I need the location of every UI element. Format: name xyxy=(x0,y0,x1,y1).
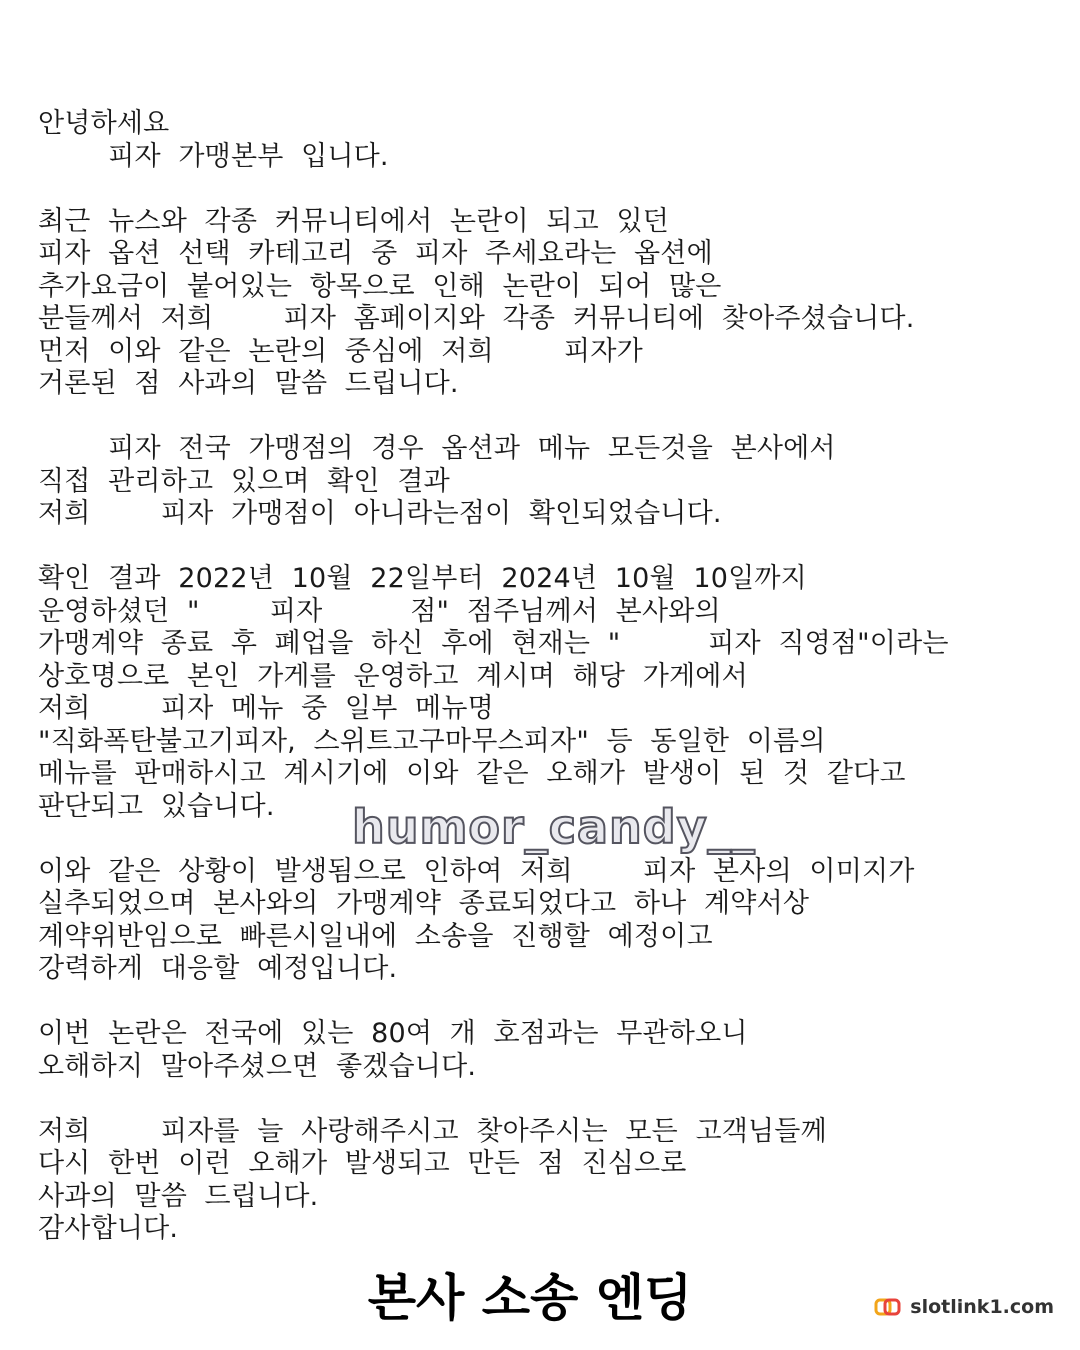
letter-line: 오해하지 말아주셨으면 좋겠습니다. xyxy=(38,1050,477,1082)
letter-line: 가맹계약 종료 후 폐업을 하신 후에 현재는 " 피자 직영점"이라는 xyxy=(38,628,949,659)
letter-line: 확인 결과 2022년 10월 22일부터 2024년 10월 10일까지 xyxy=(38,563,807,594)
paragraph-gap xyxy=(38,531,1068,564)
letter-line: 피자 전국 가맹점의 경우 옵션과 메뉴 모든것을 본사에서 xyxy=(38,433,836,464)
letter-line: 피자 옵션 선택 카테고리 중 피자 주세요라는 옵션에 xyxy=(38,238,713,269)
letter-line: 감사합니다. xyxy=(38,1213,179,1244)
letter-line: 실추되었으며 본사와의 가맹계약 종료되었다고 하나 계약서상 xyxy=(38,888,810,919)
caption-title: 본사 소송 엔딩 xyxy=(367,1269,693,1327)
letter-line: 안녕하세요 xyxy=(38,108,170,139)
letter-line: 저희 피자를 늘 사랑해주시고 찾아주시는 모든 고객님들께 xyxy=(38,1115,827,1147)
letter-line: "직화폭탄불고기피자, 스위트고구마무스피자" 등 동일한 이름의 xyxy=(38,725,826,757)
paragraph-gap xyxy=(38,1083,1068,1116)
brand-watermark xyxy=(874,1296,1054,1318)
letter-line: 판단되고 있습니다. xyxy=(38,790,275,822)
letter-line: 다시 한번 이런 오해가 발생되고 만든 점 진심으로 xyxy=(38,1148,687,1179)
letter-line: 저희 피자 가맹점이 아니라는점이 확인되었습니다. xyxy=(38,498,722,529)
letter-line: 최근 뉴스와 각종 커뮤니티에서 논란이 되고 있던 xyxy=(38,205,670,237)
letter-line: 피자 가맹본부 입니다. xyxy=(38,140,389,172)
letter-body xyxy=(38,108,1068,1246)
letter-line: 분들께서 저희 피자 홈페이지와 각종 커뮤니티에 찾아주셨습니다. xyxy=(38,303,915,334)
letter-line: 메뉴를 판매하시고 계시기에 이와 같은 오해가 발생이 된 것 같다고 xyxy=(38,758,906,789)
brand-logo-icon xyxy=(874,1296,902,1318)
brand-text: slotlink1.com xyxy=(910,1296,1054,1318)
letter-line: 계약위반임으로 빠른시일내에 소송을 진행할 예정이고 xyxy=(38,920,713,952)
letter-line: 강력하게 대응할 예정입니다. xyxy=(38,953,398,984)
letter-line: 먼저 이와 같은 논란의 중심에 저희 피자가 xyxy=(38,335,643,367)
letter-line: 운영하셨던 " 피자 점" 점주님께서 본사와의 xyxy=(38,595,721,627)
letter-line: 거론된 점 사과의 말씀 드립니다. xyxy=(38,368,459,399)
letter-line: 저희 피자 메뉴 중 일부 메뉴명 xyxy=(38,693,494,724)
letter-line: 직접 관리하고 있으며 확인 결과 xyxy=(38,465,450,497)
letter-line: 상호명으로 본인 가게를 운영하고 계시며 해당 가게에서 xyxy=(38,660,748,692)
paragraph-gap xyxy=(38,986,1068,1019)
letter-line: 사과의 말씀 드립니다. xyxy=(38,1180,319,1212)
letter-line: 추가요금이 붙어있는 항목으로 인해 논란이 되어 많은 xyxy=(38,270,722,302)
paragraph-gap xyxy=(38,173,1068,206)
letter-line: 이번 논란은 전국에 있는 80여 개 호점과는 무관하오니 xyxy=(38,1018,748,1049)
paragraph-gap xyxy=(38,401,1068,434)
watermark-text: humor_candy__ xyxy=(352,800,756,854)
letter-line: 이와 같은 상황이 발생됨으로 인하여 저희 피자 본사의 이미지가 xyxy=(38,855,915,887)
